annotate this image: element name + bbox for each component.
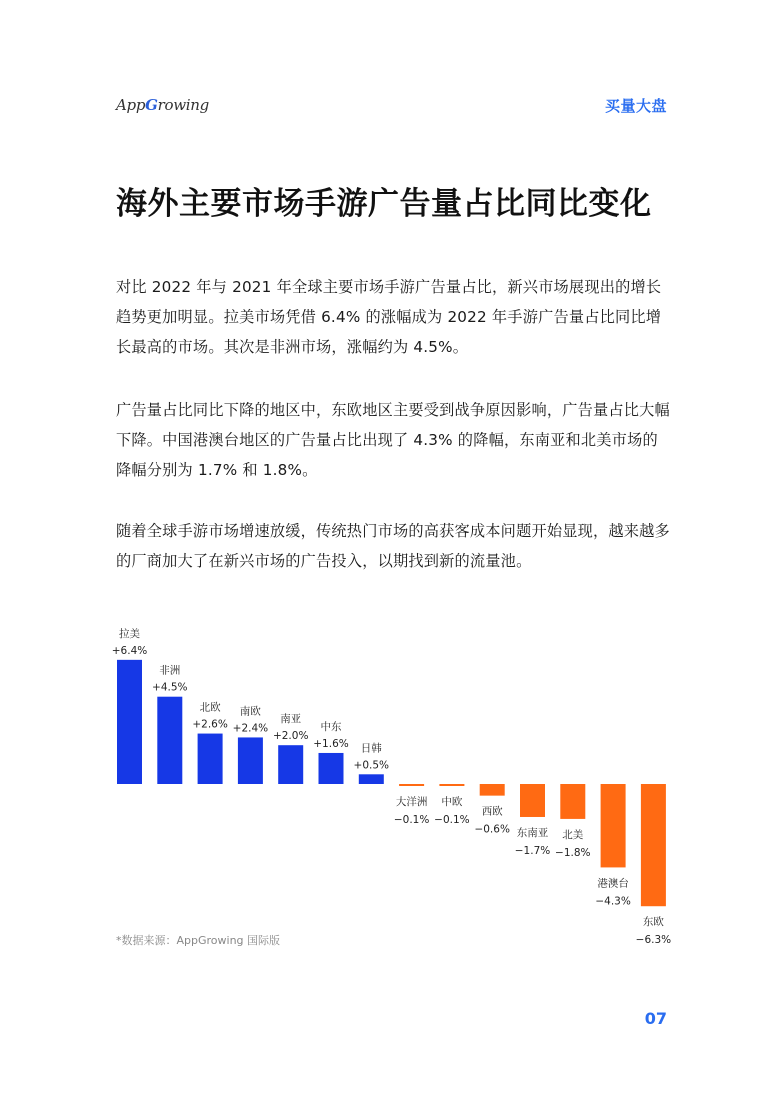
section-brand: 买量大盘 [604,97,667,115]
value-label-2: +2.6% [192,718,228,731]
logo-suffix: rowing [157,96,209,114]
value-label-6: +0.5% [353,759,390,772]
category-label-4: 南亚 [280,713,302,726]
category-label-6: 日韩 [360,742,382,755]
paragraph-3: 随着全球手游市场增速放缓，传统热门市场的高获客成本问题开始显现，越来越多的厂商加大了在新兴市场的广告投入，以期找到新的流量池。 [116,522,670,570]
bar-5 [319,753,344,784]
bar-10 [520,784,545,817]
category-label-12: 港澳台 [597,877,629,890]
category-label-0: 拉美 [119,627,140,640]
bar-13 [641,784,666,906]
value-label-9: −0.6% [474,823,510,836]
category-label-13: 东欧 [642,916,664,929]
page-title: 海外主要市场手游广告量占比同比变化 [116,186,652,222]
page-number: 07 [644,1009,667,1028]
bar-9 [480,784,505,796]
bar-4 [278,745,303,784]
data-source-note: *数据来源：AppGrowing 国际版 [116,934,281,947]
bar-1 [157,697,182,784]
bar-0 [117,660,142,784]
category-label-5: 中东 [320,720,342,733]
paragraph-1: 对比 2022 年与 2021 年全球主要市场手游广告量占比，新兴市场展现出的增长趋势更加明显。拉美市场凭借 6.4% 的涨幅成为 2022 年手游广告量占比同比增长最高的市场。其次是非洲市场，涨幅约为 4.5%。 [116,278,662,356]
value-label-0: +6.4% [111,644,148,657]
bar-7 [399,784,424,786]
appgrowing-logo [116,92,209,118]
category-label-11: 北美 [562,828,584,841]
logo-prefix: App [116,96,146,114]
category-label-1: 非洲 [159,664,181,677]
category-label-9: 西欧 [481,805,503,818]
bar-3 [238,737,263,784]
bar-12 [601,784,626,867]
value-label-5: +1.6% [313,737,349,750]
category-label-7: 大洋洲 [395,796,428,808]
bar-2 [198,734,223,784]
paragraph-2: 广告量占比同比下降的地区中，东欧地区主要受到战争原因影响，广告量占比大幅下降。中国港澳台地区的广告量占比出现了 4.3% 的降幅，东南亚和北美市场的降幅分别为 1.7% 和 1.8%。 [116,401,670,479]
value-label-1: +4.5% [152,681,188,694]
category-label-2: 北欧 [199,701,221,714]
value-label-12: −4.3% [595,895,631,908]
bar-8 [439,784,464,786]
category-label-10: 东南亚 [516,826,549,839]
value-label-7: −0.1% [393,814,430,826]
value-label-4: +2.0% [272,730,309,743]
logo-g: G [145,96,158,114]
value-label-11: −1.8% [555,846,591,859]
value-label-10: −1.7% [514,844,551,857]
value-label-8: −0.1% [434,814,470,826]
category-label-3: 南欧 [239,705,261,718]
bar-6 [359,774,384,784]
category-label-8: 中欧 [441,796,463,808]
value-label-3: +2.4% [232,722,269,735]
bar-11 [560,784,585,819]
value-label-13: −6.3% [635,934,672,947]
